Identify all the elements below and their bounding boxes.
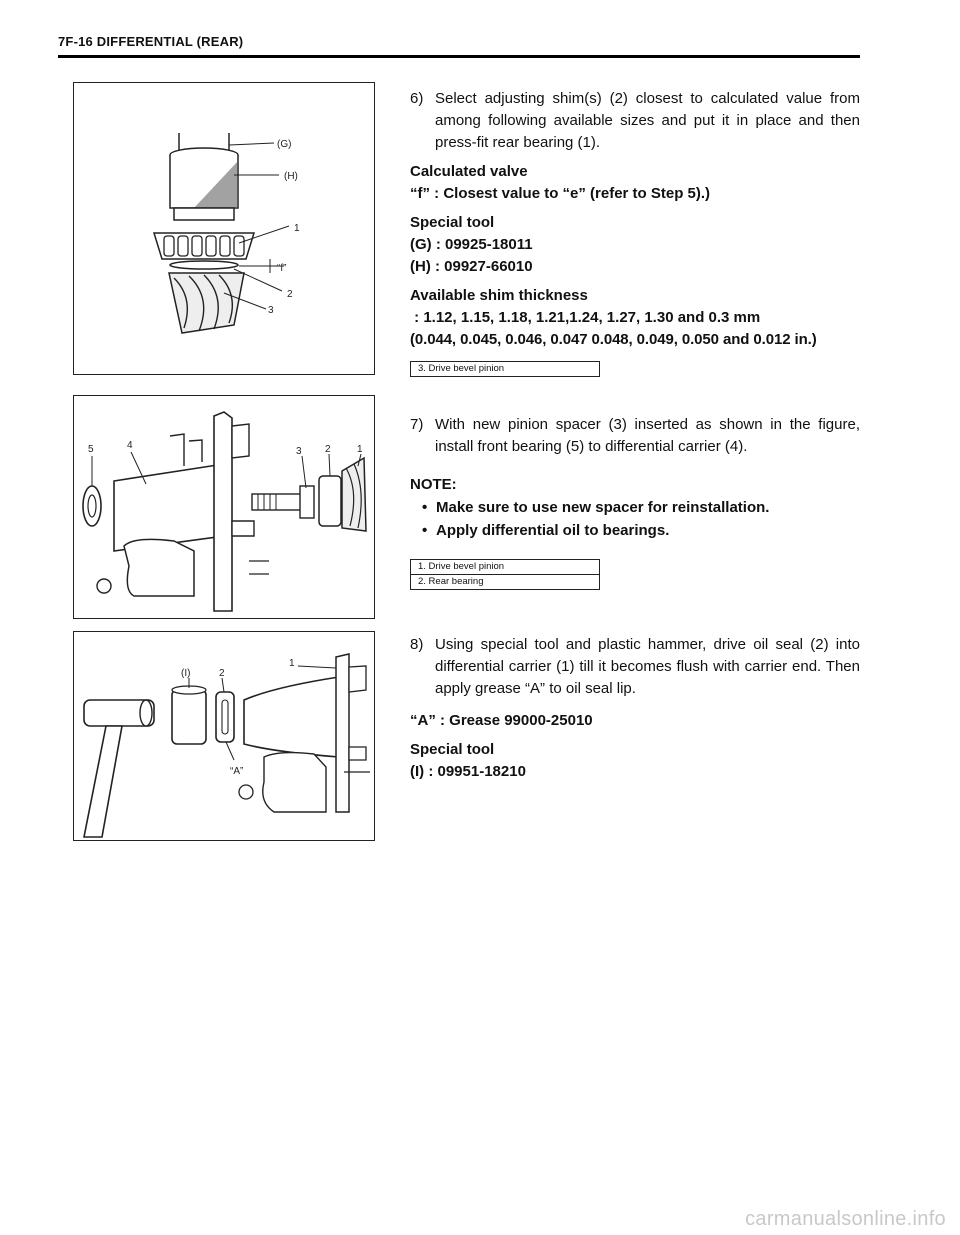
figure-shim-install bbox=[73, 82, 375, 375]
step-6 bbox=[410, 88, 860, 154]
legend-1 bbox=[410, 361, 600, 377]
shim-mm: : 1.12, 1.15, 1.18, 1.21,1.24, 1.27, 1.30 and 0.3 mm bbox=[410, 309, 761, 326]
label-f: “f” bbox=[277, 263, 287, 274]
label-2b: 2 bbox=[325, 444, 331, 455]
label-a: “A” bbox=[230, 766, 244, 777]
oil-seal-illustration bbox=[74, 632, 374, 840]
note-label: NOTE: bbox=[410, 476, 457, 493]
legend-row bbox=[411, 560, 600, 575]
step-6-number: 6) bbox=[410, 90, 424, 107]
step-8-text: Using special tool and plastic hammer, drive oil seal (2) into differential carrier (1) till it becomes flush with carrier end. Then apply grease “A” to oil seal lip. bbox=[435, 636, 860, 697]
label-1b: 1 bbox=[357, 444, 363, 455]
note-item-2: Apply differential oil to bearings. bbox=[436, 522, 670, 539]
tool-h: (H) : 09927-66010 bbox=[410, 258, 533, 275]
bullet-1: • bbox=[422, 499, 428, 516]
figure-front-bearing bbox=[73, 395, 375, 619]
tool-i: (I) : 09951-18210 bbox=[410, 763, 526, 780]
calc-value: “f” : Closest value to “e” (refer to Step 5).) bbox=[410, 185, 711, 202]
figure-oil-seal bbox=[73, 631, 375, 841]
grease-spec: “A” : Grease 99000-25010 bbox=[410, 712, 593, 729]
front-bearing-illustration bbox=[74, 396, 374, 618]
bullet-2: • bbox=[422, 522, 428, 539]
label-2: 2 bbox=[287, 289, 293, 300]
label-h: (H) bbox=[284, 171, 298, 182]
step-6-text: Select adjusting shim(s) (2) closest to calculated value from among following available sizes and put it in place and then press-fit rear bearing (1). bbox=[435, 90, 860, 151]
legend-2 bbox=[410, 559, 600, 590]
tool-label-3: Special tool bbox=[410, 741, 495, 758]
tool-g: (G) : 09925-18011 bbox=[410, 236, 533, 253]
calc-label: Calculated valve bbox=[410, 163, 528, 180]
page-header: 7F-16 DIFFERENTIAL (REAR) bbox=[58, 34, 244, 49]
step-7 bbox=[410, 414, 860, 458]
legend-item: 1. Drive bevel pinion bbox=[411, 560, 600, 575]
step-8 bbox=[410, 634, 860, 700]
label-g: (G) bbox=[277, 139, 292, 150]
step-8-number: 8) bbox=[410, 636, 424, 653]
legend-row bbox=[411, 575, 600, 590]
label-5: 5 bbox=[88, 444, 94, 455]
shim-label: Available shim thickness bbox=[410, 287, 588, 304]
header-rule bbox=[58, 55, 860, 58]
watermark: carmanualsonline.info bbox=[745, 1208, 946, 1230]
step-7-number: 7) bbox=[410, 416, 424, 433]
label-i: (I) bbox=[181, 668, 191, 679]
label-3: 3 bbox=[268, 305, 274, 316]
label-4: 4 bbox=[127, 440, 133, 451]
note-item-1: Make sure to use new spacer for reinstallation. bbox=[436, 499, 770, 516]
legend-item: 2. Rear bearing bbox=[411, 575, 600, 590]
shim-in: (0.044, 0.045, 0.046, 0.047 0.048, 0.049, 0.050 and 0.012 in.) bbox=[410, 331, 817, 348]
step-7-text: With new pinion spacer (3) inserted as shown in the figure, install front bearing (5) to differential carrier (4). bbox=[435, 416, 860, 455]
label-2c: 2 bbox=[219, 668, 225, 679]
legend-item: 3. Drive bevel pinion bbox=[411, 362, 600, 377]
label-3b: 3 bbox=[296, 446, 302, 457]
legend-row bbox=[411, 362, 600, 377]
tool-label-1: Special tool bbox=[410, 214, 495, 231]
label-1: 1 bbox=[294, 223, 300, 234]
shim-install-illustration bbox=[74, 83, 374, 374]
label-1c: 1 bbox=[289, 658, 295, 669]
